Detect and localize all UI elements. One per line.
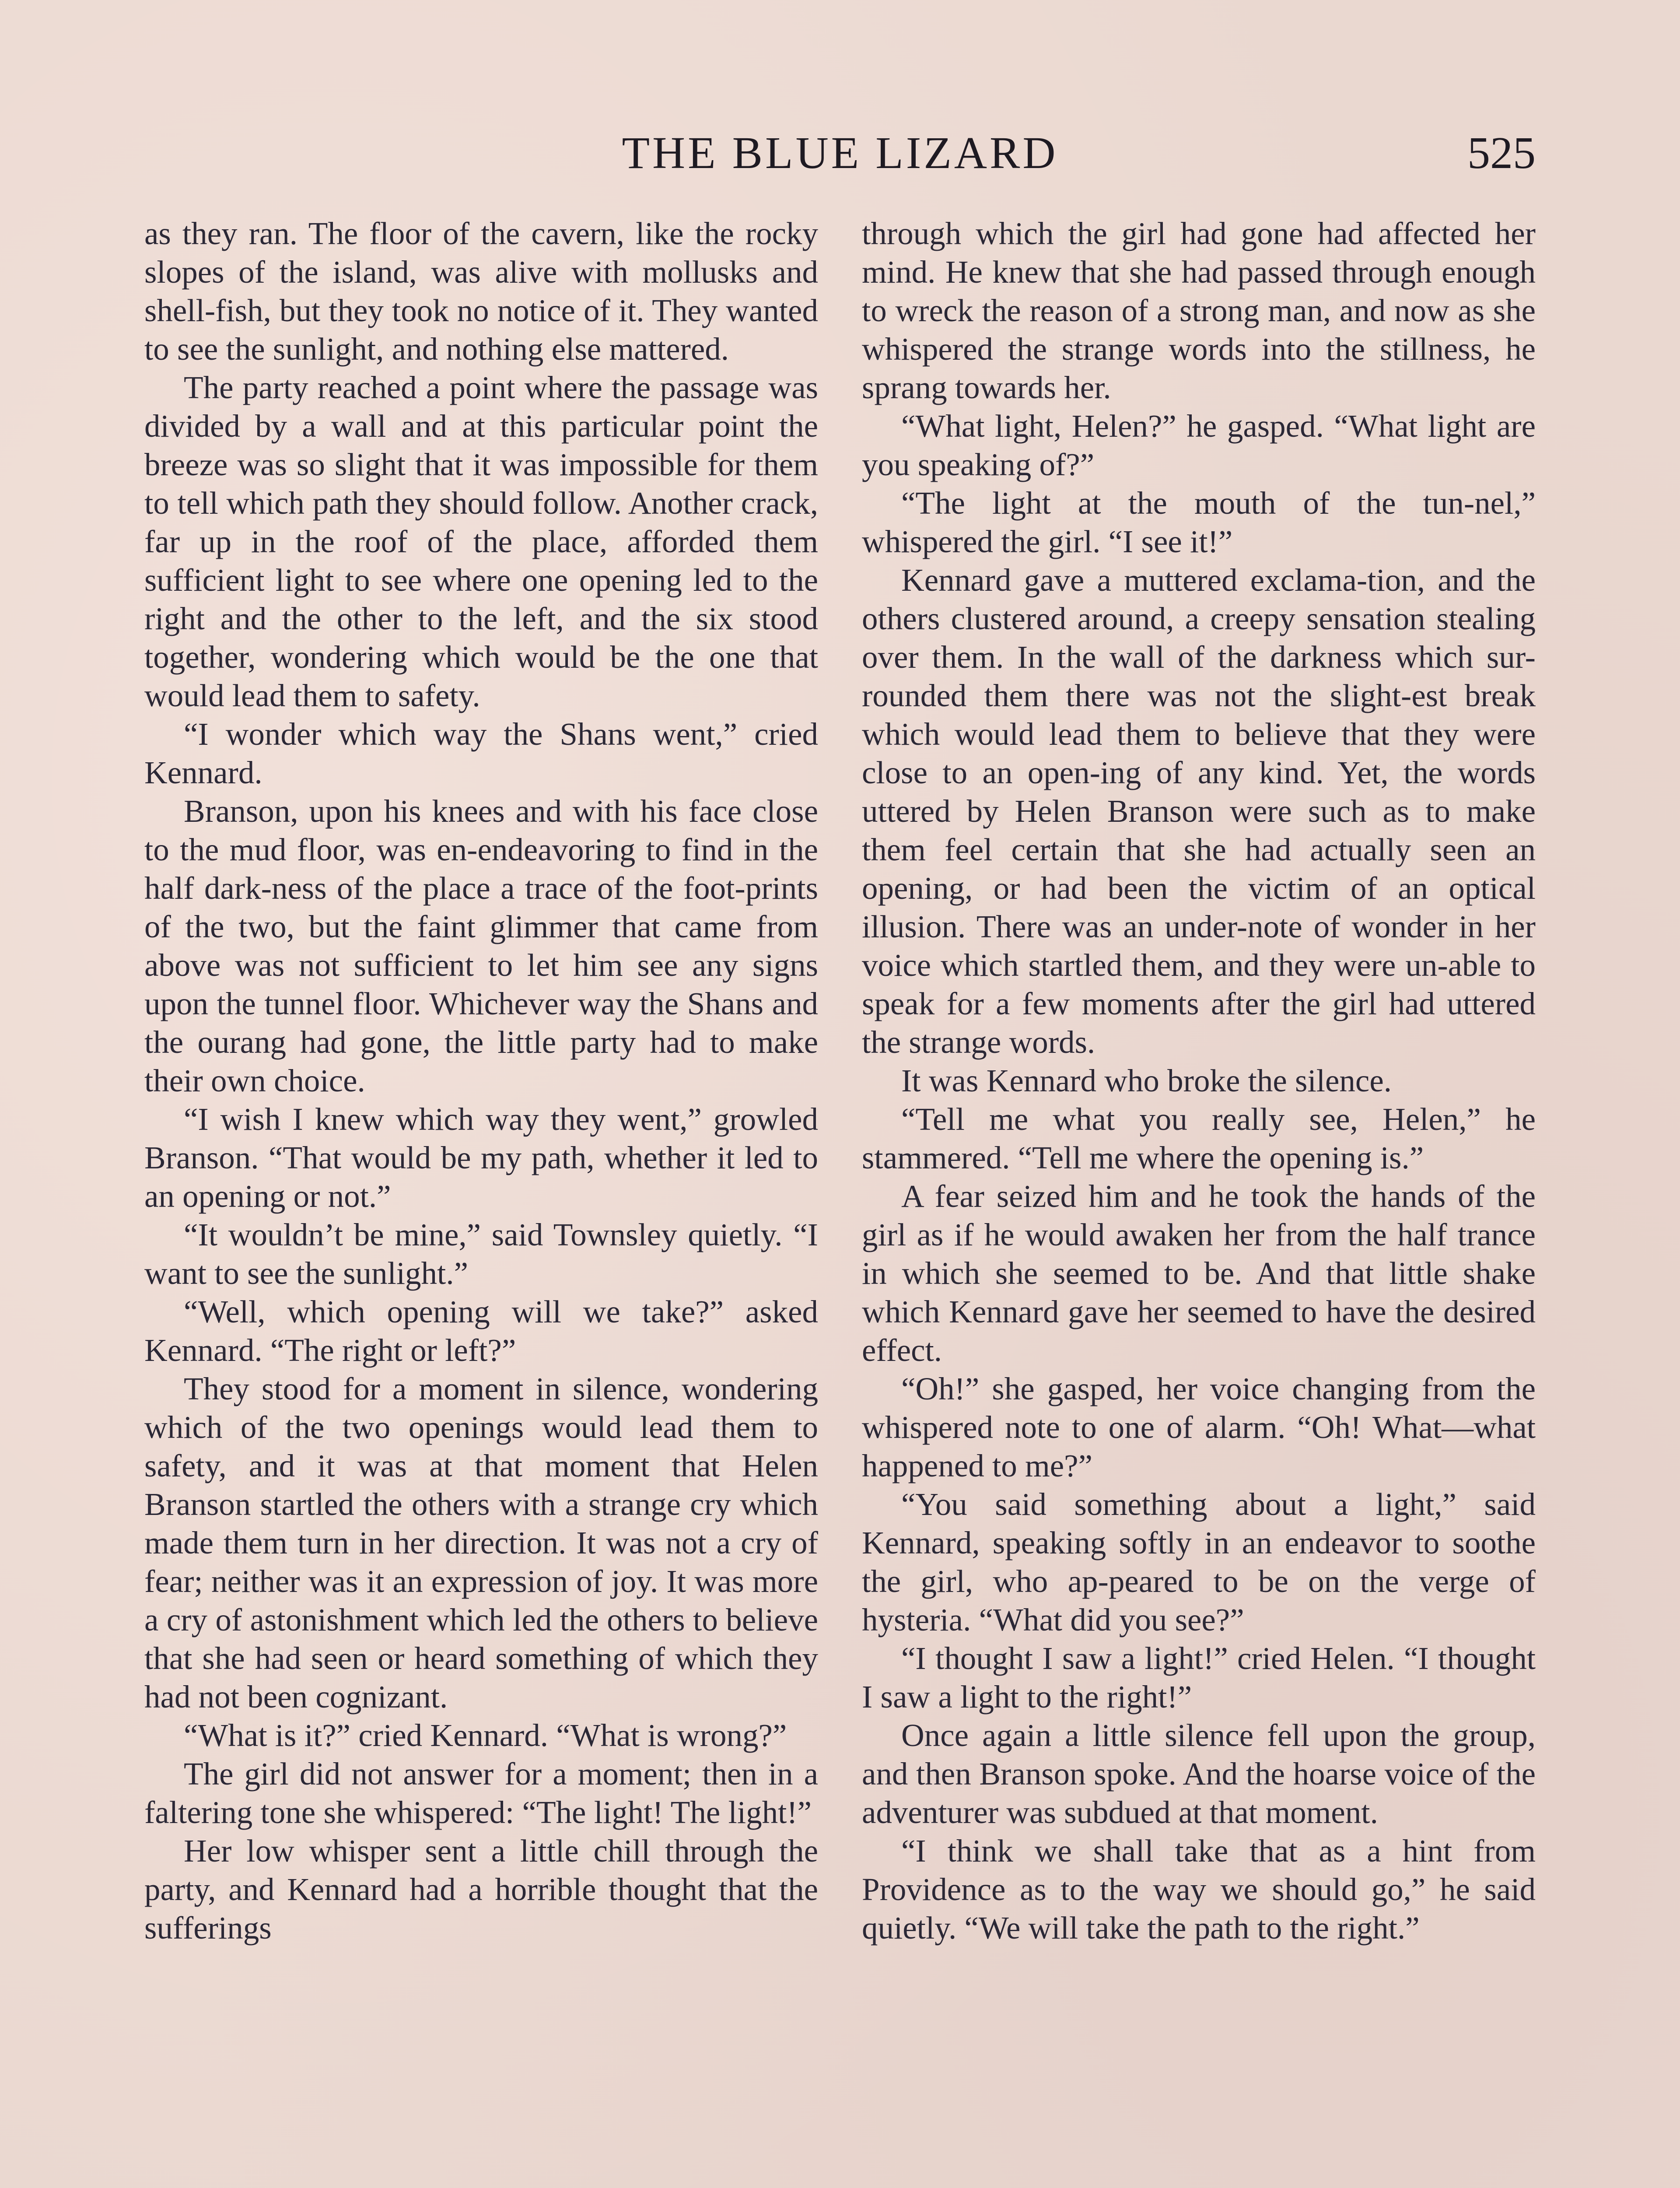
paragraph: Her low whisper sent a little chill through the party, and Kennard had a horrible thought that the sufferings (144, 1833, 818, 1946)
paragraph: Kennard gave a muttered exclama-tion, and the others clustered around, a creepy sensation stealing over them. In the wall of the darkness which sur-rounded them there was not the slight-est break which would lead them to believe that they were close to an open-ing of any kind. Yet, the words uttered by Helen Branson were such as to make them feel certain that she had actually seen an opening, or had been the victim of an optical illusion. There was an under-note of wonder in her voice which startled them, and they were un-able to speak for a few moments after the girl had uttered the strange words. (862, 562, 1536, 1060)
paragraph: “It wouldn’t be mine,” said Townsley quietly. “I want to see the sunlight.” (144, 1217, 818, 1291)
paragraph: A fear seized him and he took the hands of the girl as if he would awaken her from the half trance in which she seemed to be. And that little shake which Kennard gave her seemed to have the desired effect. (862, 1178, 1536, 1368)
paragraph: “I wonder which way the Shans went,” cried Kennard. (144, 716, 818, 790)
paragraph: Branson, upon his knees and with his face close to the mud floor, was en-endeavoring to find in the half dark-ness of the place a trace of the foot-prints of the two, but the faint glimmer that came from above was not sufficient to let him see any signs upon the tunnel floor. Whichever way the Shans and the ourang had gone, the little party had to make their own choice. (144, 793, 818, 1098)
paragraph: “I wish I knew which way they went,” growled Branson. “That would be my path, whether it led to an opening or not.” (144, 1101, 818, 1214)
page-header (144, 109, 1536, 214)
paragraph: The party reached a point where the passage was divided by a wall and at this particular point the breeze was so slight that it was impossible for them to tell which path they should follow. Another crack, far up in the roof of the place, afforded them sufficient light to see where one opening led to the right and the other to the left, and the six stood together, wondering which would be the one that would lead them to safety. (144, 370, 818, 713)
running-title: THE BLUE LIZARD (622, 128, 1058, 178)
text-columns (144, 214, 1536, 2188)
left-column (144, 214, 818, 2188)
paragraph: Once again a little silence fell upon the group, and then Branson spoke. And the hoarse voice of the adventurer was subdued at that moment. (862, 1718, 1536, 1830)
paragraph: “The light at the mouth of the tun-nel,” whispered the girl. “I see it!” (862, 485, 1536, 559)
right-column (862, 214, 1536, 2188)
paragraph: The girl did not answer for a moment; then in a faltering tone she whispered: “The light! The light!” (144, 1756, 818, 1830)
paragraph: They stood for a moment in silence, wondering which of the two openings would lead them to safety, and it was at that moment that Helen Branson startled the others with a strange cry which made them turn in her direction. It was not a cry of fear; neither was it an expression of joy. It was more a cry of astonishment which led the others to believe that she had seen or heard something of which they had not been cognizant. (144, 1371, 818, 1715)
paragraph: through which the girl had gone had affected her mind. He knew that she had passed through enough to wreck the reason of a strong man, and now as she whispered the strange words into the stillness, he sprang towards her. (862, 216, 1536, 405)
magazine-page (144, 109, 1536, 2188)
page-number: 525 (1467, 128, 1536, 178)
paragraph: “You said something about a light,” said Kennard, speaking softly in an endeavor to soothe the girl, who ap-peared to be on the verge of hysteria. “What did you see?” (862, 1487, 1536, 1637)
paragraph: It was Kennard who broke the silence. (901, 1063, 1392, 1098)
paragraph: as they ran. The floor of the cavern, like the rocky slopes of the island, was alive with mollusks and shell-fish, but they took no notice of it. They wanted to see the sunlight, and nothing else mattered. (144, 216, 818, 367)
paragraph: “Tell me what you really see, Helen,” he stammered. “Tell me where the opening is.” (862, 1101, 1536, 1175)
paragraph: “I thought I saw a light!” cried Helen. “I thought I saw a light to the right!” (862, 1641, 1536, 1715)
paragraph: “What is it?” cried Kennard. “What is wrong?” (184, 1718, 787, 1753)
paragraph: “I think we shall take that as a hint from Providence as to the way we should go,” he said quietly. “We will take the path to the right.” (862, 1833, 1536, 1946)
paragraph: “Oh!” she gasped, her voice changing from the whispered note to one of alarm. “Oh! What—what happened to me?” (862, 1371, 1536, 1483)
paragraph: “Well, which opening will we take?” asked Kennard. “The right or left?” (144, 1294, 818, 1368)
paragraph: “What light, Helen?” he gasped. “What light are you speaking of?” (862, 408, 1536, 482)
